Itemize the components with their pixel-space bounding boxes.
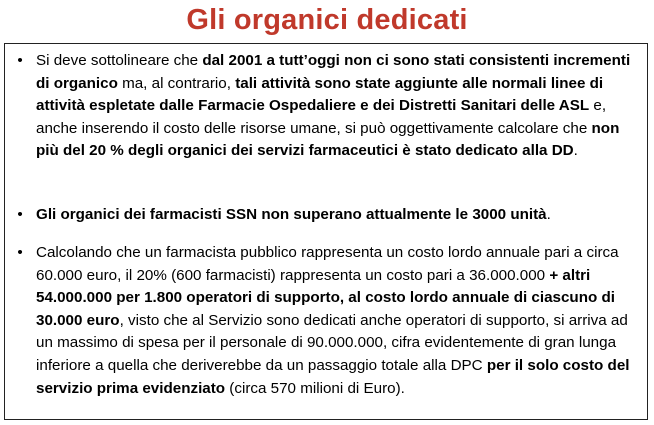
bullet-item-3 — [5, 242, 647, 400]
text-segment-bold: non più del 20 % degli organici dei servizi farmaceutici è stato dedicato alla DD — [36, 119, 620, 160]
text-segment: . — [573, 142, 578, 160]
text-segment: Si deve sottolineare che — [36, 52, 203, 69]
text-segment: Calcolando che un farmacista pubblico rappresenta un costo lordo annuale pari a circa 60.000 euro, il 20% (600 farmacisti) rappresenta un costo pari a 36.000.000 — [36, 244, 619, 284]
content-box — [4, 43, 648, 420]
bullet-text — [36, 242, 639, 400]
text-segment: ma, al contrario, — [117, 74, 236, 92]
bullet-marker: • — [17, 244, 23, 261]
bullet-item-2 — [5, 204, 647, 227]
bullet-item-1 — [5, 50, 647, 163]
bullet-marker: • — [17, 206, 23, 223]
text-segment: , visto che al Servizio sono dedicati anche operatori di supporto, si arriva ad un massimo di spesa per il personale di 90.000.000, cifra evidentemente di gran lunga inferiore a quella che deriverebbe da un passaggio totale alla DPC — [36, 311, 628, 374]
text-segment-bold: tali attività sono state aggiunte alle normali linee di attività espletate dalle Farmacie Ospedaliere e dei Distretti Sanitari delle ASL — [36, 74, 604, 115]
slide-title: Gli organici dedicati — [186, 4, 468, 36]
bullet-marker: • — [17, 52, 23, 69]
text-segment-bold: + altri 54.000.000 per 1.800 operatori di supporto, al costo lordo annuale di ciascuno di 30.000 euro — [36, 266, 615, 329]
bullet-text — [36, 204, 639, 227]
text-segment: e, anche inserendo il costo delle risorse umane, si può oggettivamente calcolare che — [36, 97, 607, 137]
bullet-text — [36, 50, 639, 163]
text-segment-bold: dal 2001 a tutt’oggi non ci sono stati consistenti incrementi di organico — [36, 52, 631, 92]
text-segment: (circa 570 milioni di Euro). — [225, 379, 405, 397]
text-segment: . — [546, 206, 551, 223]
text-segment-bold: Gli organici dei farmacisti SSN non superano attualmente le 3000 unità — [36, 206, 547, 223]
text-segment-bold: per il solo costo del servizio prima evidenziato — [36, 356, 630, 397]
